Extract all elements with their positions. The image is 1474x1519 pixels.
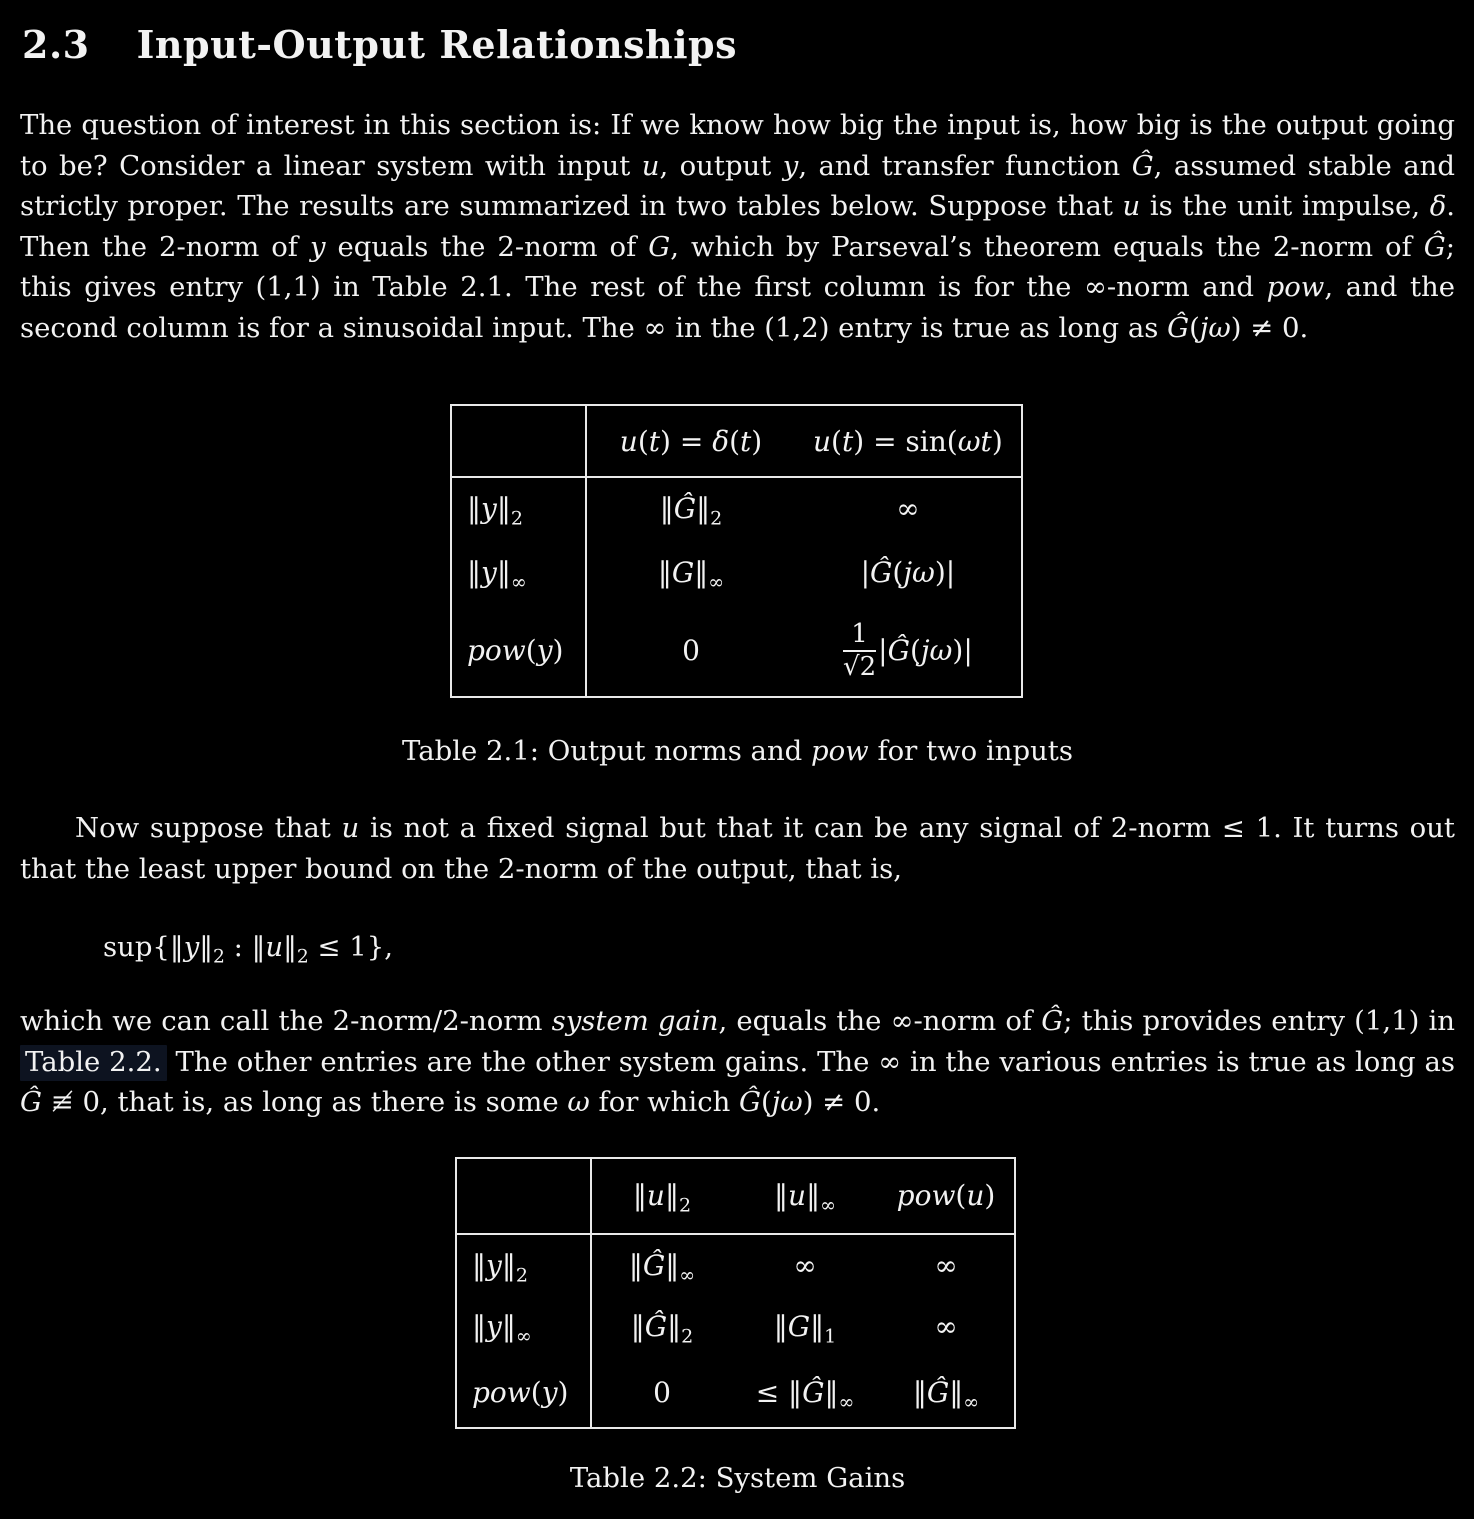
table-row — [456, 1358, 1015, 1428]
paragraph-3: which we can call the 2-norm/2-norm system gain, equals the ∞-norm of Ĝ; this provides entry (1,1) in Table 2.2. The other entries are the other system gains. The ∞ in the various entries is true as long as Ĝ ≢ 0, that is, as long as there is some ω for which Ĝ(jω) ≠ 0. — [20, 1005, 1455, 1118]
table-row — [456, 1296, 1015, 1358]
table-cell: ∞ — [793, 1248, 817, 1282]
table-cell: $‖Ĝ‖_\infty$ — [628, 1248, 696, 1287]
table-2-1 — [450, 404, 1023, 698]
table-cell: $\frac{1}{√2}$ |Ĝ(jω)| — [843, 618, 973, 682]
table-cell: ≤ $‖Ĝ‖_\infty$ — [755, 1375, 855, 1414]
section-heading — [22, 22, 1455, 67]
row-label-cell: $‖y‖_\infty$ — [456, 1296, 591, 1358]
row-label-cell: $‖y‖_\infty$ — [451, 539, 586, 605]
table-2-1-caption: Table 2.1: Output norms and pow for two inputs — [402, 735, 1073, 767]
paragraph-2: Now suppose that u is not a fixed signal but that it can be any signal of 2-norm ≤ 1. It turns out that the least upper bound on the 2-norm of the output, that is, — [20, 812, 1455, 885]
table-corner-cell — [451, 405, 586, 477]
row-label-cell: $‖y‖_2$ — [451, 477, 586, 539]
section-title: Input-Output Relationships — [136, 22, 738, 67]
equation-sup-norm: $sup\{‖y‖_2$ : $‖u‖_2 \le 1$}, — [103, 931, 393, 968]
table-row — [451, 539, 1022, 605]
table-row — [456, 1234, 1015, 1296]
table-cell: $‖G‖_\infty$ — [657, 555, 725, 594]
table-row — [451, 477, 1022, 539]
table-header-row — [451, 405, 1022, 477]
table-cell: $‖Ĝ‖_2$ — [659, 492, 723, 530]
table-header-cell: u(t) = sin(ωt) — [795, 405, 1022, 477]
table-cell: $‖G‖_1$ — [773, 1310, 837, 1348]
table-cell: $‖Ĝ‖_2$ — [630, 1310, 694, 1348]
fraction-one-over-sqrt-2: $\frac{1}{√2}$ — [843, 618, 877, 682]
table-cell: 0 — [682, 634, 700, 667]
table-header-cell: $‖u‖_2$ — [591, 1158, 732, 1234]
table-2-2 — [455, 1157, 1016, 1429]
table-2-2-caption: Table 2.2: System Gains — [569, 1461, 906, 1494]
section-number: 2.3 — [22, 22, 90, 67]
table-2-2-reference-link[interactable]: Table 2.2. — [20, 1045, 167, 1081]
row-label-cell: pow(y) — [451, 605, 586, 697]
table-cell: ∞ — [896, 492, 920, 525]
table-cell: 0 — [653, 1375, 671, 1409]
table-header-cell: u(t) = δ(t) — [586, 405, 795, 477]
table-cell: $‖Ĝ‖_\infty$ — [912, 1375, 980, 1414]
table-row — [451, 605, 1022, 697]
row-label-cell: pow(y) — [456, 1358, 591, 1428]
table-header-row — [456, 1158, 1015, 1234]
table-header-cell: pow(u) — [878, 1158, 1015, 1234]
row-label-cell: $‖y‖_2$ — [456, 1234, 591, 1296]
paragraph-1: The question of interest in this section is: If we know how big the input is, how big is the output going to be? Consider a linear system with input u, output y, and transfer function Ĝ, assumed stable and strictly proper. The results are summarized in two tables below. Suppose that u is the unit impulse, δ. Then the 2-norm of y equals the 2-norm of G, which by Parseval’s theorem equals the 2-norm of Ĝ; this gives entry (1,1) in Table 2.1. The rest of the first column is for the ∞-norm and pow, and the second column is for a sinusoidal input. The ∞ in the (1,2) entry is true as long as Ĝ(jω) ≠ 0. — [20, 109, 1455, 344]
table-header-cell: $‖u‖_\infty$ — [732, 1158, 878, 1234]
table-cell: ∞ — [934, 1310, 958, 1343]
table-cell: ∞ — [934, 1248, 958, 1282]
table-corner-cell — [456, 1158, 591, 1234]
table-cell: |Ĝ(jω)| — [860, 555, 956, 589]
